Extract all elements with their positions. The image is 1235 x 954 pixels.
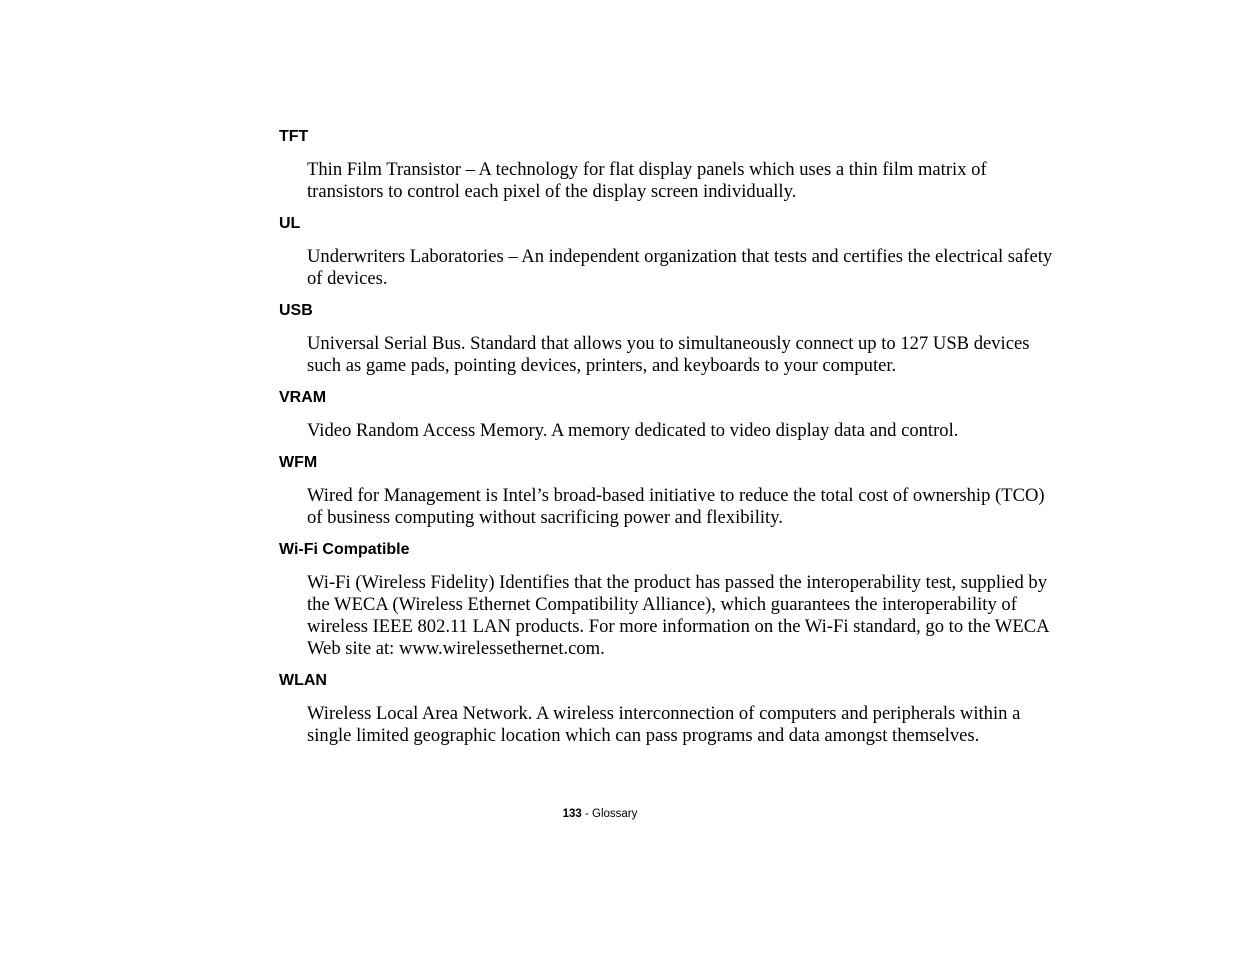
page-footer	[0, 806, 1200, 822]
glossary-definition: Video Random Access Memory. A memory dedicated to video display data and control.	[307, 420, 959, 441]
page-number: 133	[562, 808, 582, 820]
footer-section: Glossary	[592, 808, 638, 820]
glossary-definition: Wireless Local Area Network. A wireless interconnection of computers and peripherals within a single limited geographic location which can pass programs and data amongst themselves.	[307, 703, 1021, 746]
glossary-entry-wfm	[279, 453, 1069, 529]
glossary-term: Wi-Fi Compatible	[279, 541, 410, 558]
glossary-entry-ul	[279, 214, 1069, 290]
glossary-term: WFM	[279, 454, 318, 471]
glossary-entries	[279, 127, 1069, 758]
glossary-definition: Wired for Management is Intel’s broad-based initiative to reduce the total cost of ownership (TCO) of business computing without sacrificing power and flexibility.	[307, 485, 1045, 528]
glossary-entry-usb	[279, 301, 1069, 377]
glossary-definition: Thin Film Transistor – A technology for flat display panels which uses a thin film matrix of transistors to control each pixel of the display screen individually.	[307, 159, 987, 202]
glossary-term: VRAM	[279, 389, 327, 406]
glossary-definition: Underwriters Laboratories – An independent organization that tests and certifies the electrical safety of devices.	[307, 246, 1053, 289]
glossary-term: TFT	[279, 128, 309, 145]
footer-separator: -	[581, 808, 593, 820]
glossary-definition: Universal Serial Bus. Standard that allows you to simultaneously connect up to 127 USB devices such as game pads, pointing devices, printers, and keyboards to your computer.	[307, 333, 1030, 376]
glossary-term: USB	[279, 302, 313, 319]
glossary-entry-tft	[279, 127, 1069, 203]
glossary-entry-wlan	[279, 671, 1069, 747]
glossary-entry-vram	[279, 388, 1069, 442]
glossary-term: WLAN	[279, 672, 327, 689]
glossary-definition: Wi-Fi (Wireless Fidelity) Identifies that the product has passed the interoperability test, supplied by the WECA (Wireless Ethernet Compatibility Alliance), which guarantees the interoperability of wireless IEEE 802.11 LAN products. For more information on the Wi-Fi standard, go to the WECA Web site at: www.wirelessethernet.com.	[307, 572, 1049, 659]
glossary-term: UL	[279, 215, 301, 232]
glossary-entry-wi-fi-compatible	[279, 540, 1069, 660]
